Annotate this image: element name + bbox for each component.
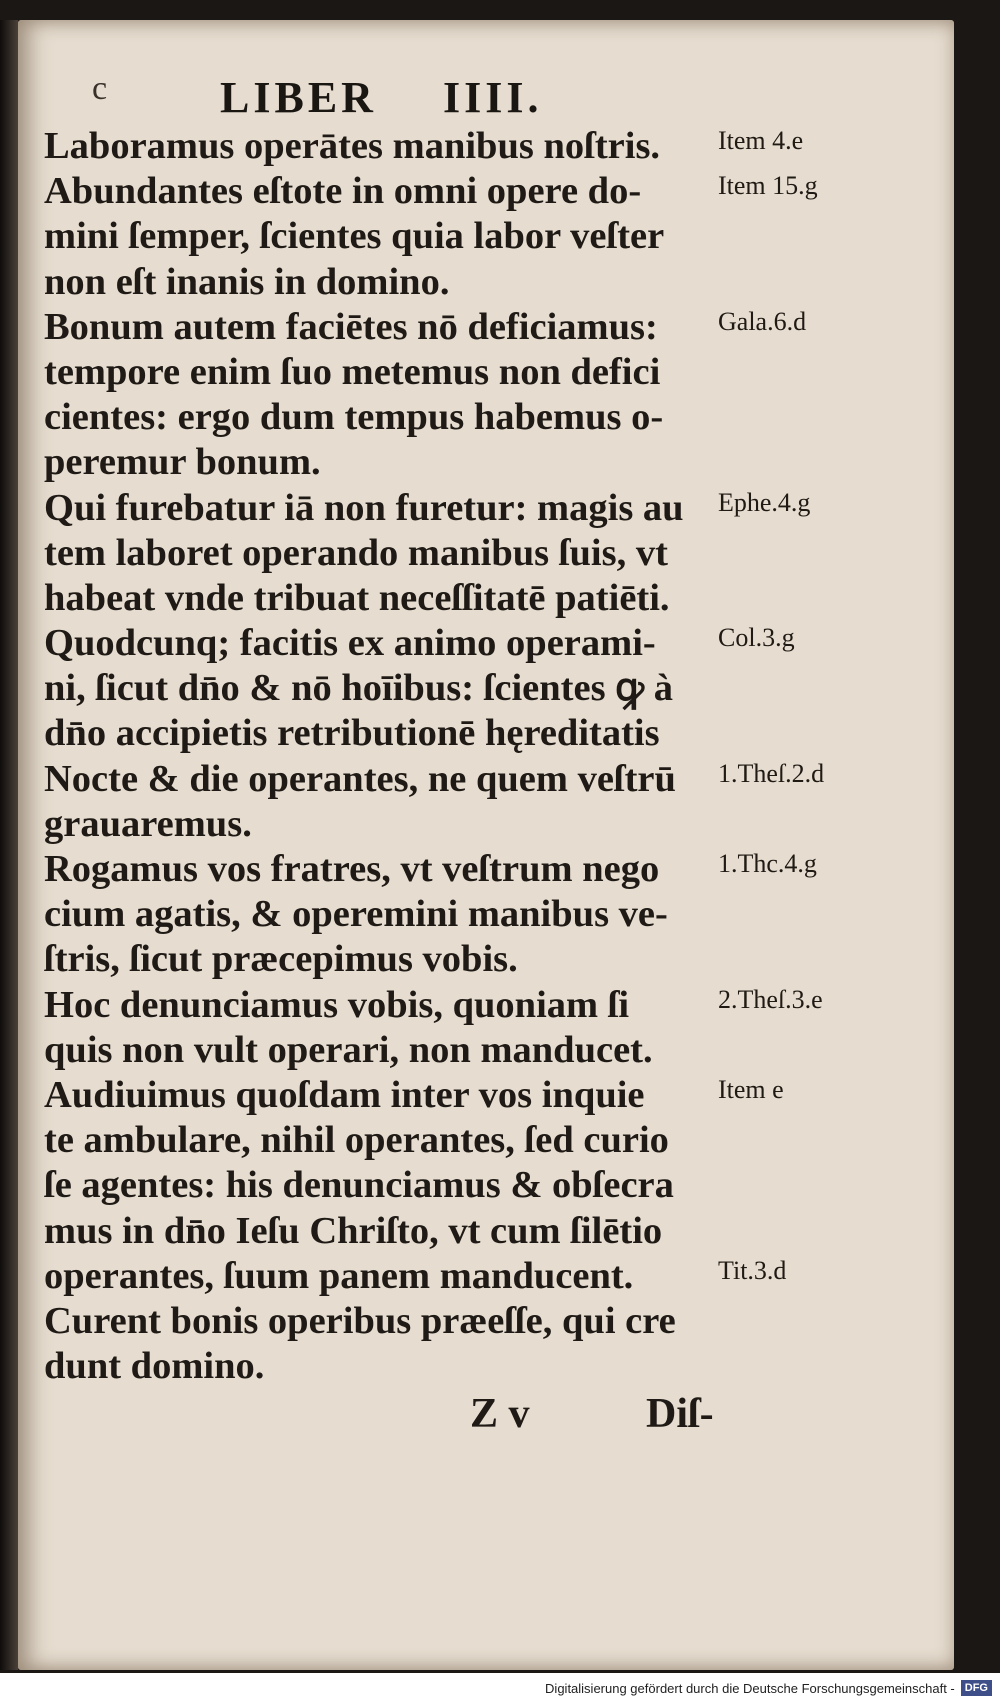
header-liber: LIBER bbox=[220, 73, 377, 122]
text-line: peremur bonum. bbox=[44, 441, 321, 484]
margin-reference: Col.3.g bbox=[718, 623, 795, 653]
body-text bbox=[44, 124, 714, 1389]
text-line: Quodcunq; facitis ex animo operami- bbox=[44, 622, 656, 665]
text-line: Qui furebatur iā non furetur: magis au bbox=[44, 486, 684, 529]
text-line: Laboramus operātes manibus noſtris. bbox=[44, 125, 661, 167]
text-line: te ambulare, nihil operantes, ſed curio bbox=[44, 1119, 669, 1162]
text-line: operantes, ſuum panem manducent. bbox=[44, 1254, 634, 1297]
text-line: grauaremus. bbox=[44, 802, 252, 845]
text-line: Curent bonis operibus præeſſe, qui cre bbox=[44, 1299, 676, 1342]
margin-reference: Tit.3.d bbox=[718, 1256, 787, 1285]
text-line: tem laboret operando manibus ſuis, vt bbox=[44, 531, 668, 574]
margin-reference: Item 4.e bbox=[718, 126, 804, 155]
catchword: Diſ- bbox=[646, 1391, 714, 1437]
text-line: Hoc denunciamus vobis, quoniam ſi bbox=[44, 983, 630, 1026]
text-line: Bonum autem faciētes nō deficiamus: bbox=[44, 305, 658, 348]
text-line: dunt domino. bbox=[44, 1345, 265, 1388]
margin-reference: Ephe.4.g bbox=[718, 487, 811, 517]
margin-reference: Gala.6.d bbox=[718, 306, 807, 336]
header-book-number: IIII. bbox=[442, 73, 543, 122]
text-line: Audiuimus quoſdam inter vos inquie bbox=[44, 1073, 645, 1116]
text-line: habeat vnde tribuat neceſſitatē patiēti. bbox=[44, 576, 670, 619]
header-ornament: c bbox=[92, 70, 108, 107]
dfg-logo: DFG bbox=[961, 1680, 992, 1696]
margin-reference: 2.Theſ.3.e bbox=[718, 984, 823, 1014]
page-gutter-shadow bbox=[0, 20, 18, 1670]
text-line: mus in dn̄o Ieſu Chriſto, vt cum ſilētio bbox=[44, 1209, 663, 1252]
text-line: cientes: ergo dum tempus habemus o- bbox=[44, 396, 664, 439]
text-line: quis non vult operari, non manducet. bbox=[44, 1028, 653, 1071]
running-header bbox=[220, 72, 542, 123]
text-line: ſe agentes: his denunciamus & obſecra bbox=[44, 1164, 674, 1207]
text-line: ni, ſicut dn̄o & nō hoīibus: ſcientes ꝙ à bbox=[44, 667, 673, 710]
text-line: Nocte & die operantes, ne quem veſtrū bbox=[44, 757, 676, 800]
footer-bar bbox=[0, 1673, 1000, 1703]
text-line: tempore enim ſuo metemus non defici bbox=[44, 350, 661, 393]
text-line: non eſt inanis in domino. bbox=[44, 260, 450, 303]
text-line: ſtris, ſicut præcepimus vobis. bbox=[44, 938, 518, 981]
margin-reference: Item 15.g bbox=[718, 171, 818, 201]
margin-reference: 1.Theſ.2.d bbox=[718, 758, 825, 788]
margin-reference: 1.Thc.4.g bbox=[718, 849, 817, 879]
text-line: cium agatis, & operemini manibus ve- bbox=[44, 893, 668, 936]
dfg-credit-text: Digitalisierung gefördert durch die Deutsche Forschungsgemeinschaft - bbox=[545, 1680, 955, 1696]
margin-reference: Item e bbox=[718, 1075, 784, 1105]
text-line: Abundantes eſtote in omni opere do- bbox=[44, 170, 642, 213]
text-line: Rogamus vos fratres, vt veſtrum nego bbox=[44, 848, 660, 890]
text-line: dn̄o accipietis retributionē hęreditatis bbox=[44, 712, 660, 755]
text-line: mini ſemper, ſcientes quia labor veſter bbox=[44, 215, 665, 258]
signature-mark: Z v bbox=[470, 1391, 530, 1437]
